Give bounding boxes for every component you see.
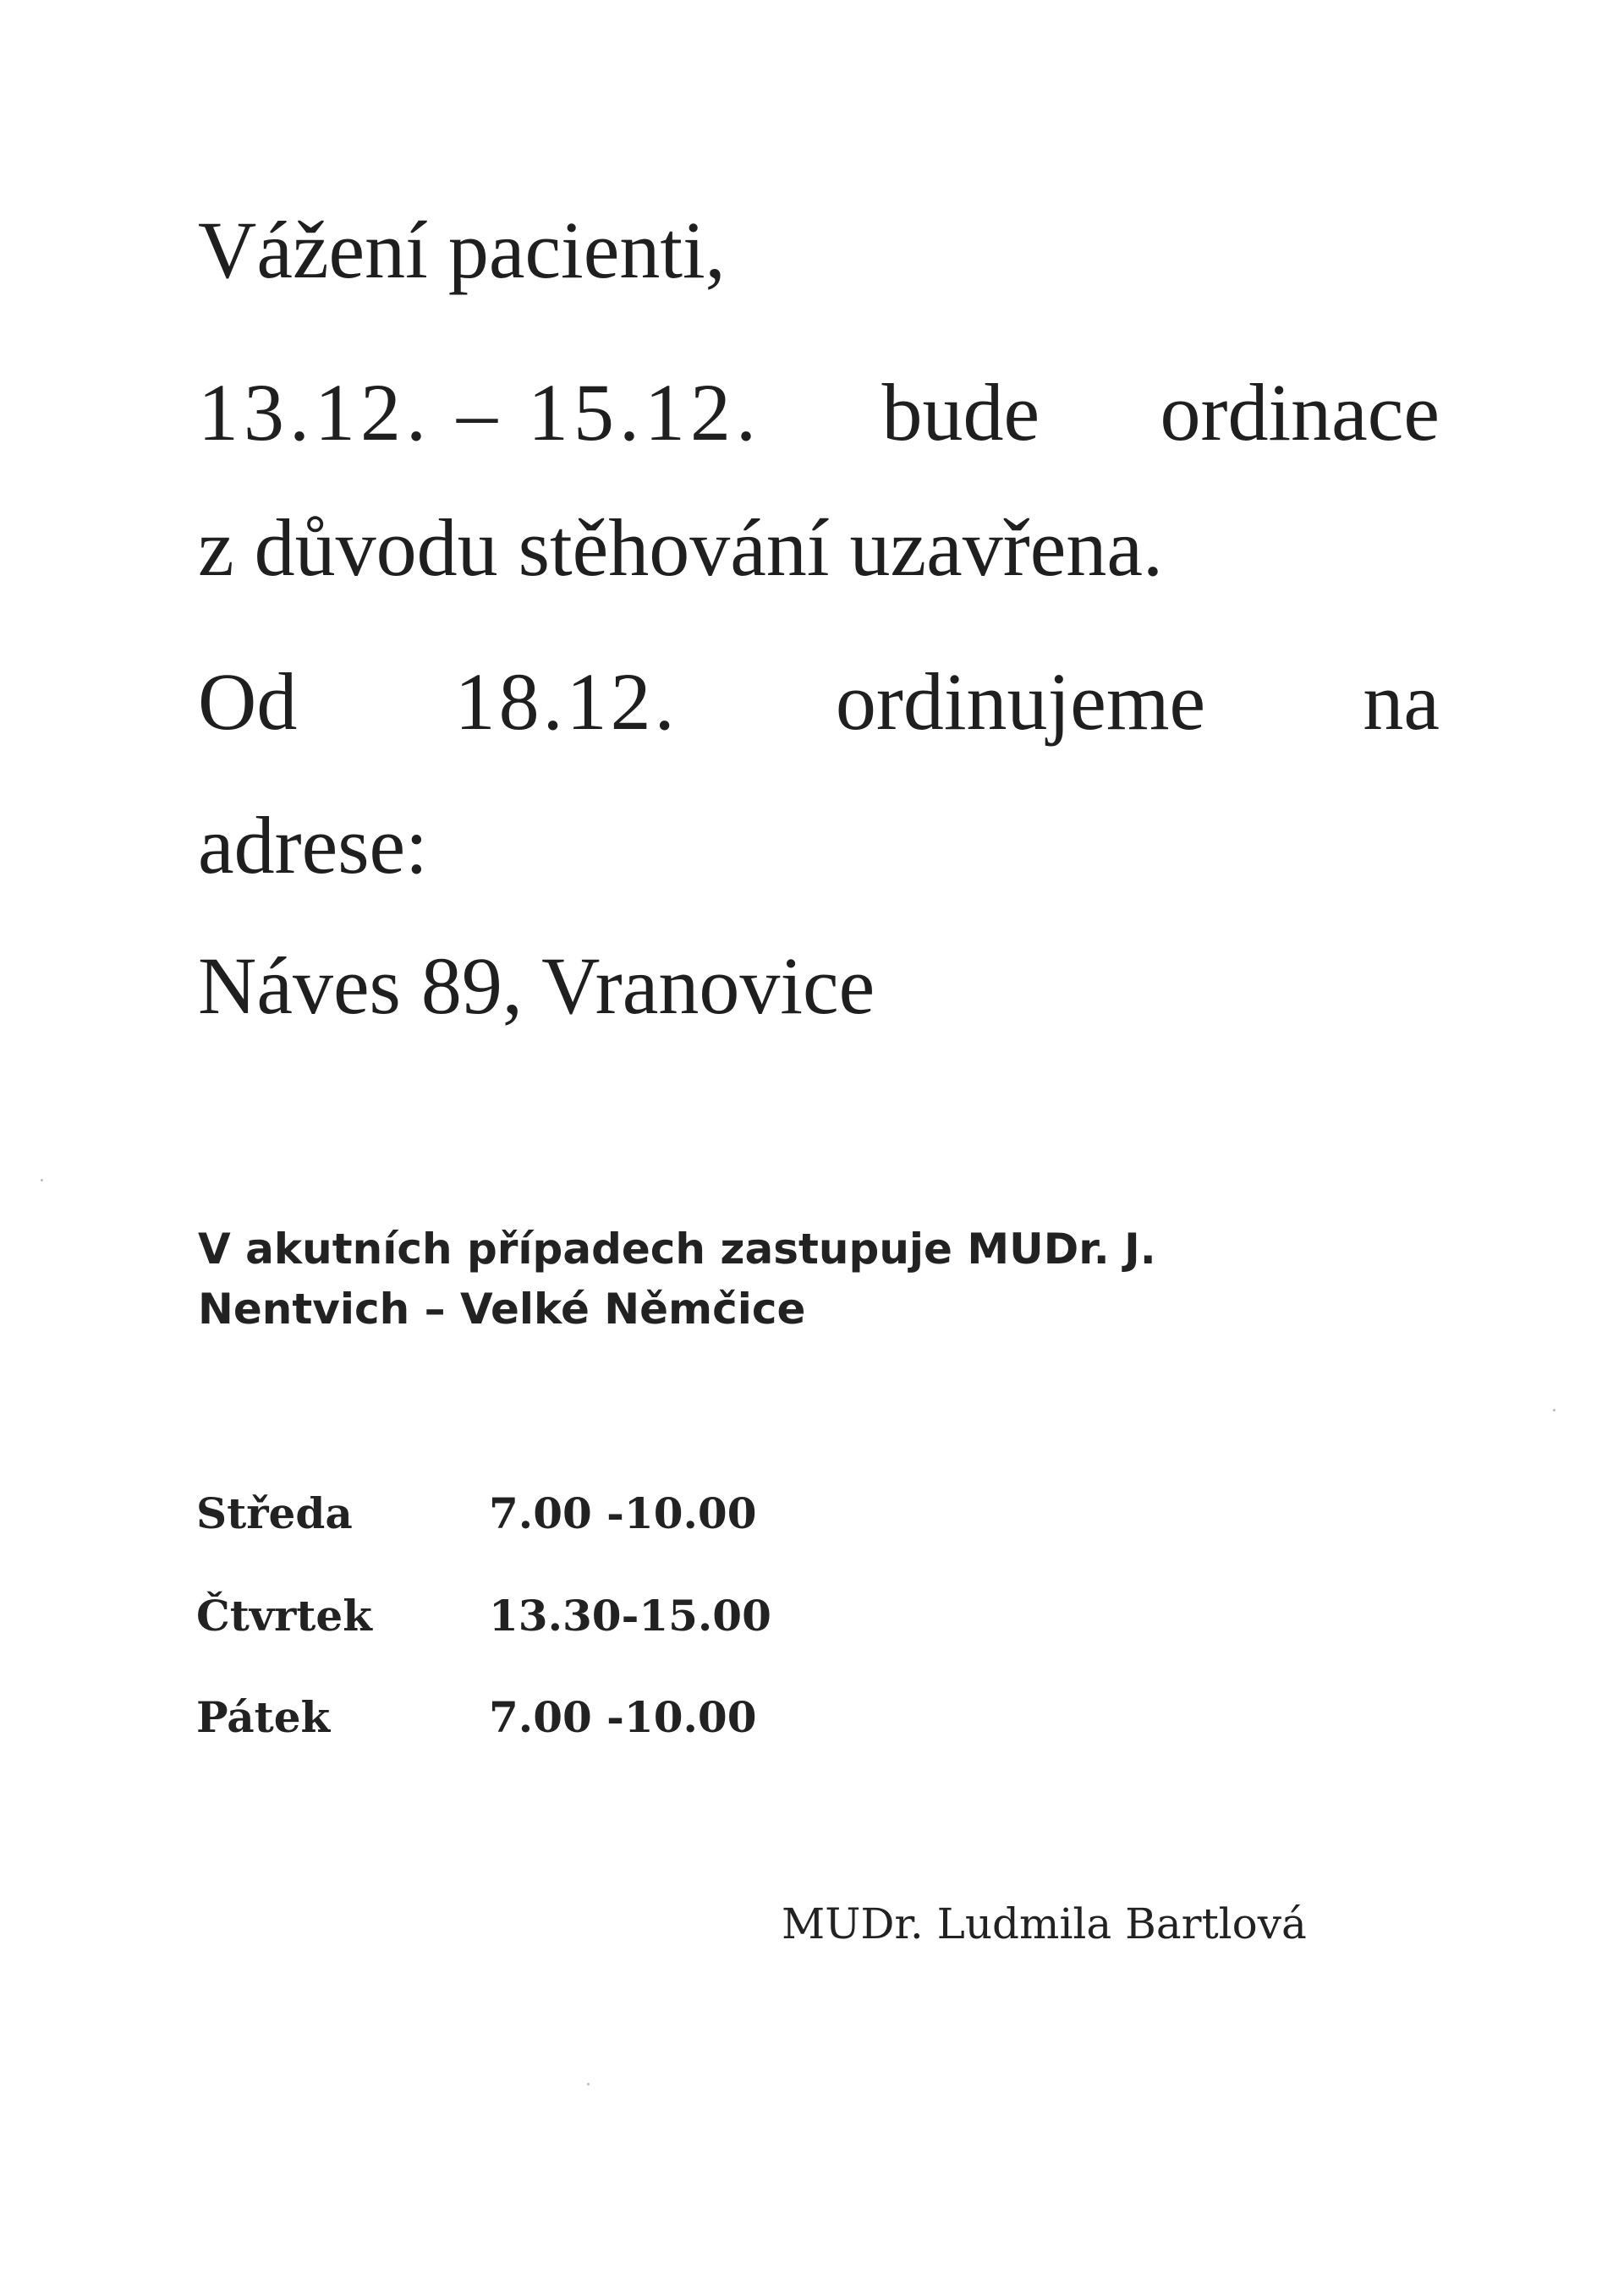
closure-line-2: z důvodu stěhování uzavřena.: [198, 502, 1163, 593]
schedule-day: Středa: [196, 1488, 353, 1538]
substitute-line-2: Nentvich – Velké Němčice: [198, 1285, 806, 1334]
signature: MUDr. Ludmila Bartlová: [782, 1899, 1307, 1948]
scan-speck: [587, 2083, 590, 2085]
substitute-line-1: V akutních případech zastupuje MUDr. J.: [198, 1225, 1156, 1274]
greeting: Vážení pacienti,: [198, 205, 726, 295]
schedule-hours: 13.30-15.00: [489, 1591, 771, 1641]
closure-line-1: [198, 367, 1440, 458]
scan-speck: [1553, 1409, 1555, 1411]
closure-word-bude: bude: [881, 367, 1040, 458]
scan-speck: [41, 1179, 43, 1181]
word-ordinujeme: ordinujeme: [835, 656, 1206, 747]
word-na: na: [1363, 656, 1440, 747]
new-address-line-1: [198, 656, 1440, 747]
closure-word-ordinace: ordinace: [1160, 367, 1440, 458]
schedule-hours: 7.00 -10.00: [489, 1488, 757, 1538]
schedule-hours: 7.00 -10.00: [489, 1692, 757, 1742]
new-address-line-2: adrese:: [198, 800, 428, 890]
closure-dates: 13.12. – 15.12.: [198, 367, 761, 458]
address: Náves 89, Vranovice: [198, 940, 875, 1031]
new-date: 18.12.: [454, 656, 678, 747]
schedule-day: Pátek: [196, 1692, 331, 1742]
schedule-day: Čtvrtek: [196, 1591, 372, 1641]
word-od: Od: [198, 656, 298, 747]
